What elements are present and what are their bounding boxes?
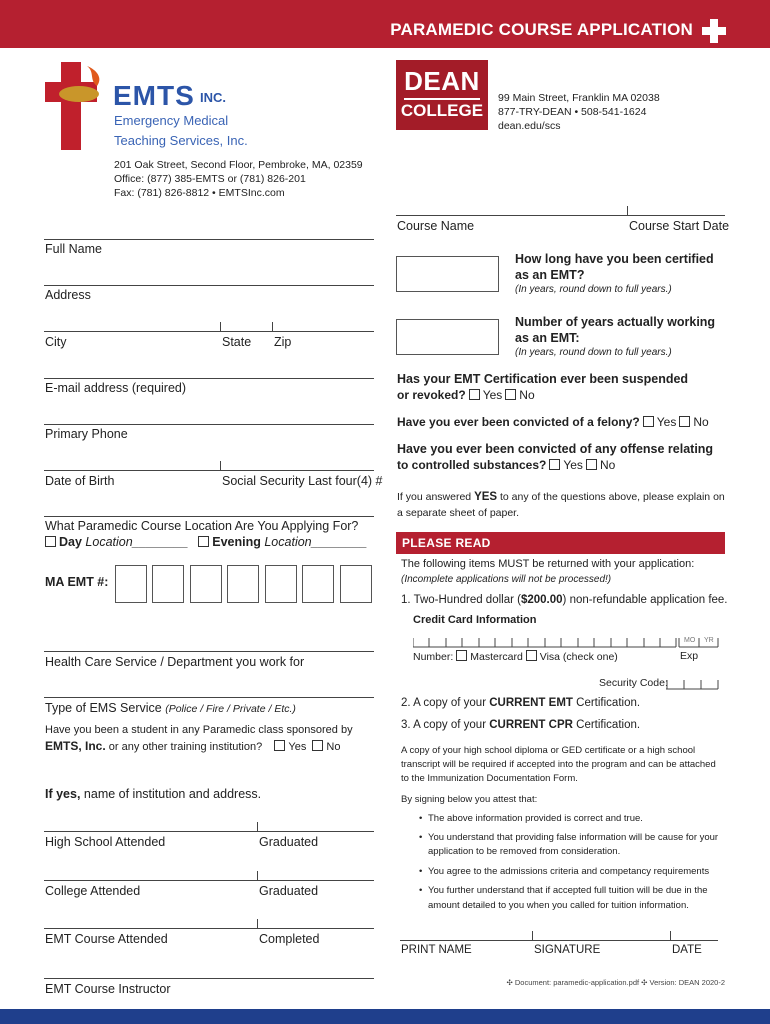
expiry-yr-label: YR xyxy=(704,637,714,644)
cert-question-1: How long have you been certified xyxy=(515,252,714,266)
felony-yes-checkbox[interactable] xyxy=(643,416,654,427)
health-care-label: Health Care Service / Department you work for xyxy=(45,655,305,669)
exp-label: Exp xyxy=(680,650,699,662)
please-read-banner: PLEASE READ xyxy=(396,532,725,554)
ma-emt-digit-box[interactable] xyxy=(227,565,259,603)
instructor-line[interactable] xyxy=(44,978,374,979)
day-checkbox[interactable] xyxy=(45,536,56,547)
emts-address-3: Fax: (781) 826-8812 • EMTSInc.com xyxy=(114,187,285,199)
state-label: State xyxy=(222,335,252,349)
diploma-line-3: to the Immunization Documentation Form. xyxy=(401,773,578,784)
ssn-label: Social Security Last four(4) # xyxy=(222,474,383,488)
suspended-question-1: Has your EMT Certification ever been suspended xyxy=(397,372,689,386)
emts-address-2: Office: (877) 385-EMTS or (781) 826-201 xyxy=(114,173,306,185)
health-care-line[interactable] xyxy=(44,651,374,652)
felony-question: Have you ever been convicted of a felony? Yes No xyxy=(397,415,709,429)
offense-question-2: to controlled substances? Yes No xyxy=(397,458,616,472)
attest-bullet-3: • You agree to the admissions criteria and competancy requirements xyxy=(428,866,709,877)
dean-address-2: 877-TRY-DEAN • 508-541-1624 xyxy=(498,106,647,118)
location-options: Day Location________ Evening Location________ xyxy=(42,535,367,549)
item-1: 1. Two-Hundred dollar ($200.00) non-refundable application fee. xyxy=(401,594,728,606)
document-footer: ✣ Document: paramedic-application.pdf ✣ Version: DEAN 2020-2 xyxy=(506,978,725,987)
graduated-label: Graduated xyxy=(259,835,319,849)
work-question-2: as an EMT: xyxy=(515,331,580,345)
mastercard-checkbox[interactable] xyxy=(456,650,467,661)
offense-question-1: Have you ever been convicted of any offense relating xyxy=(397,442,714,456)
full-name-line[interactable] xyxy=(44,239,374,240)
completed-label: Completed xyxy=(259,932,320,946)
ma-emt-label: MA EMT #: xyxy=(45,575,109,589)
city-label: City xyxy=(45,335,67,349)
incomplete-note: (Incomplete applications will not be processed!) xyxy=(401,574,612,585)
city-state-zip-line[interactable] xyxy=(44,331,374,332)
ma-emt-digit-box[interactable] xyxy=(115,565,147,603)
card-type-row: Number: Mastercard Visa (check one) xyxy=(413,651,618,663)
attest-heading: By signing below you attest that: xyxy=(401,794,538,805)
emts-brand: EMTS xyxy=(113,80,195,111)
ma-emt-digit-box[interactable] xyxy=(340,565,372,603)
student-question-2: EMTS, Inc. or any other training institution? Yes No xyxy=(45,739,341,753)
suspended-no-checkbox[interactable] xyxy=(505,389,516,400)
phone-line[interactable] xyxy=(44,424,374,425)
attest-bullet-4b: amount detailed to you when you called for tuition information. xyxy=(428,900,689,911)
years-certified-box[interactable] xyxy=(396,256,499,292)
card-number-ticks[interactable] xyxy=(413,636,723,648)
dean-college-logo xyxy=(396,60,488,130)
years-working-box[interactable] xyxy=(396,319,499,355)
dean-address-1: 99 Main Street, Franklin MA 02038 xyxy=(498,92,660,104)
work-hint: (In years, round down to full years.) xyxy=(515,347,672,358)
medical-cross-icon xyxy=(702,19,726,43)
ma-emt-digit-box[interactable] xyxy=(302,565,334,603)
ma-emt-digit-box[interactable] xyxy=(152,565,184,603)
explain-line-1: If you answered YES to any of the questions above, please explain on xyxy=(397,491,725,503)
must-return-text: The following items MUST be returned with your application: xyxy=(401,558,695,570)
dob-label: Date of Birth xyxy=(45,474,115,488)
expiry-mo-label: MO xyxy=(684,637,696,644)
ma-emt-digit-box[interactable] xyxy=(265,565,297,603)
attest-bullet-1: • The above information provided is correct and true. xyxy=(428,813,643,824)
ems-type-line[interactable] xyxy=(44,697,374,698)
felony-no-checkbox[interactable] xyxy=(679,416,690,427)
dob-ssn-line[interactable] xyxy=(44,470,374,471)
item-3: 3. A copy of your CURRENT CPR Certification. xyxy=(401,719,641,731)
date-label: DATE xyxy=(672,944,702,956)
emts-address-1: 201 Oak Street, Second Floor, Pembroke, MA, 02359 xyxy=(114,159,363,171)
credit-card-title: Credit Card Information xyxy=(413,614,537,626)
offense-no-checkbox[interactable] xyxy=(586,459,597,470)
course-line[interactable] xyxy=(396,215,725,216)
attest-bullet-2b: application to be removed from consideration. xyxy=(428,846,621,857)
full-name-label: Full Name xyxy=(45,242,102,256)
emts-subtitle-2: Teaching Services, Inc. xyxy=(114,133,248,148)
suspended-yes-checkbox[interactable] xyxy=(469,389,480,400)
emt-course-line[interactable] xyxy=(44,928,374,929)
security-code-label: Security Code: xyxy=(599,677,668,689)
address-label: Address xyxy=(45,288,91,302)
bottom-bar xyxy=(0,1009,770,1024)
graduated-label: Graduated xyxy=(259,884,319,898)
page-title: PARAMEDIC COURSE APPLICATION xyxy=(390,20,693,39)
student-question-1: Have you been a student in any Paramedic class sponsored by xyxy=(45,724,353,736)
location-question: What Paramedic Course Location Are You Applying For? xyxy=(45,519,359,533)
high-school-label: High School Attended xyxy=(45,835,166,849)
item-2: 2. A copy of your CURRENT EMT Certification. xyxy=(401,697,641,709)
attest-bullet-2a: • You understand that providing false information will be cause for your xyxy=(428,832,718,843)
signature-line[interactable] xyxy=(400,940,718,941)
dean-logo-bottom: COLLEGE xyxy=(400,101,484,120)
ma-emt-digit-box[interactable] xyxy=(190,565,222,603)
dean-address-3: dean.edu/scs xyxy=(498,120,561,132)
visa-checkbox[interactable] xyxy=(526,650,537,661)
offense-yes-checkbox[interactable] xyxy=(549,459,560,470)
cert-hint: (In years, round down to full years.) xyxy=(515,284,672,295)
college-line[interactable] xyxy=(44,880,374,881)
diploma-line-2: transcript will be required if accepted into the program and can be attached xyxy=(401,759,716,770)
email-line[interactable] xyxy=(44,378,374,379)
print-name-label: PRINT NAME xyxy=(401,944,472,956)
instructor-label: EMT Course Instructor xyxy=(45,982,171,996)
college-label: College Attended xyxy=(45,884,141,898)
student-yes-checkbox[interactable] xyxy=(274,740,285,751)
emts-brand-suffix: INC. xyxy=(200,90,226,105)
email-label: E-mail address (required) xyxy=(45,381,187,395)
work-question-1: Number of years actually working xyxy=(515,315,716,329)
address-line[interactable] xyxy=(44,285,374,286)
explain-line-2: a separate sheet of paper. xyxy=(397,507,520,519)
student-no-checkbox[interactable] xyxy=(312,740,323,751)
phone-label: Primary Phone xyxy=(45,427,128,441)
emts-subtitle-1: Emergency Medical xyxy=(114,113,229,128)
course-start-label: Course Start Date xyxy=(629,219,730,233)
emts-logo-icon xyxy=(43,58,113,152)
evening-checkbox[interactable] xyxy=(198,536,209,547)
dean-logo-top: DEAN xyxy=(404,66,480,96)
cert-question-2: as an EMT? xyxy=(515,268,585,282)
zip-label: Zip xyxy=(274,335,292,349)
suspended-question-2: or revoked? Yes No xyxy=(397,388,535,402)
high-school-line[interactable] xyxy=(44,831,374,832)
attest-bullet-4a: • You further understand that if accepted full tuition will be due in the xyxy=(428,885,708,896)
diploma-line-1: A copy of your high school diploma or GED certificate or a high school xyxy=(401,745,696,756)
security-code-ticks[interactable] xyxy=(666,678,720,690)
if-yes-label: If yes, name of institution and address. xyxy=(45,787,262,801)
emt-course-label: EMT Course Attended xyxy=(45,932,168,946)
signature-label: SIGNATURE xyxy=(534,944,601,956)
course-name-label: Course Name xyxy=(397,219,475,233)
ems-type-label: Type of EMS Service (Police / Fire / Private / Etc.) xyxy=(45,701,296,715)
